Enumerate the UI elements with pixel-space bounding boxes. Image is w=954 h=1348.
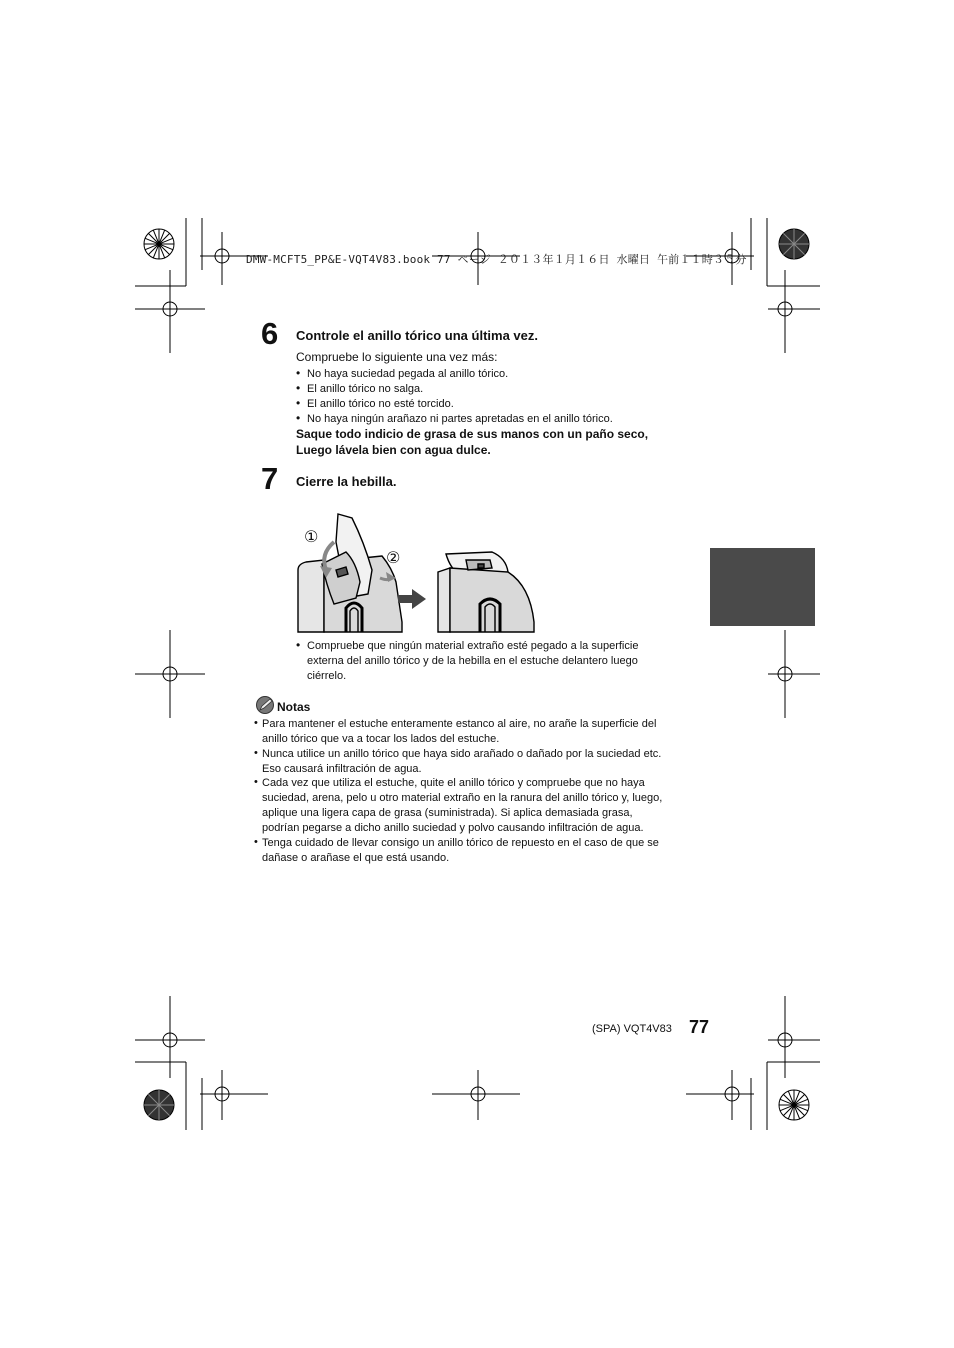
step-6-warning-line: Luego lávela bien con agua dulce. xyxy=(296,443,491,457)
buckle-closing-illustration xyxy=(294,512,540,636)
step-6-title: Controle el anillo tórico una última vez. xyxy=(296,328,538,343)
step-6-bullet: • El anillo tórico no esté torcido. xyxy=(296,397,454,412)
step-7-number: 7 xyxy=(261,461,279,496)
page-number: 77 xyxy=(689,1017,710,1037)
step-7-bullet-continuation: externa del anillo tórico y de la hebilla en el estuche delantero luego xyxy=(307,655,638,667)
note-item: • Nunca utilice un anillo tórico que haya sido arañado o dañado por la suciedad etc. Eso causará infiltración de agua. xyxy=(254,747,708,777)
step-6-bullet: • No haya suciedad pegada al anillo tórico. xyxy=(296,367,508,382)
figure-label-2: ② xyxy=(386,550,401,567)
pencil-note-icon xyxy=(256,696,276,714)
step-7-bullet: • Compruebe que ningún material extraño esté pegado a la superficie xyxy=(296,639,638,654)
note-item: • Cada vez que utiliza el estuche, quite el anillo tórico y compruebe que no haya suciedad, arena, pelo u otro material extraño en la ranura del anillo tórico y, luego, aplique una ligera capa de grasa (suministrada). Si aplica demasiada grasa, podrían pegarse a dicho anillo suciedad y polvo causando infiltración de agua. xyxy=(254,776,708,836)
note-item: • Para mantener el estuche enteramente estanco al aire, no arañe la superficie del anillo tórico que va a tocar los lados del estuche. xyxy=(254,717,708,747)
step-6-bullet: • No haya ningún arañazo ni partes apretadas en el anillo tórico. xyxy=(296,412,613,427)
footer-code: (SPA) VQT4V83 xyxy=(592,1023,672,1035)
notes-title: Notas xyxy=(277,700,311,714)
step-6-intro: Compruebe lo siguiente una vez más: xyxy=(296,350,498,364)
section-tab xyxy=(710,548,815,626)
file-header: DMW-MCFT5_PP&E-VQT4V83.book 77 ページ ２０１３年１月１６日 水曜日 午前１１時３５分 xyxy=(246,253,747,266)
note-item: • Tenga cuidado de llevar consigo un anillo tórico de repuesto en el caso de que se dañase o arañase el que está usando. xyxy=(254,836,708,866)
figure-label-1: ① xyxy=(304,529,319,546)
step-7-title: Cierre la hebilla. xyxy=(296,474,397,489)
step-7-bullet-continuation: ciérrelo. xyxy=(307,670,347,682)
step-6-number: 6 xyxy=(261,316,279,351)
step-6-warning-line: Saque todo indicio de grasa de sus manos con un paño seco, xyxy=(296,427,649,441)
step-6-bullet: • El anillo tórico no salga. xyxy=(296,382,423,397)
